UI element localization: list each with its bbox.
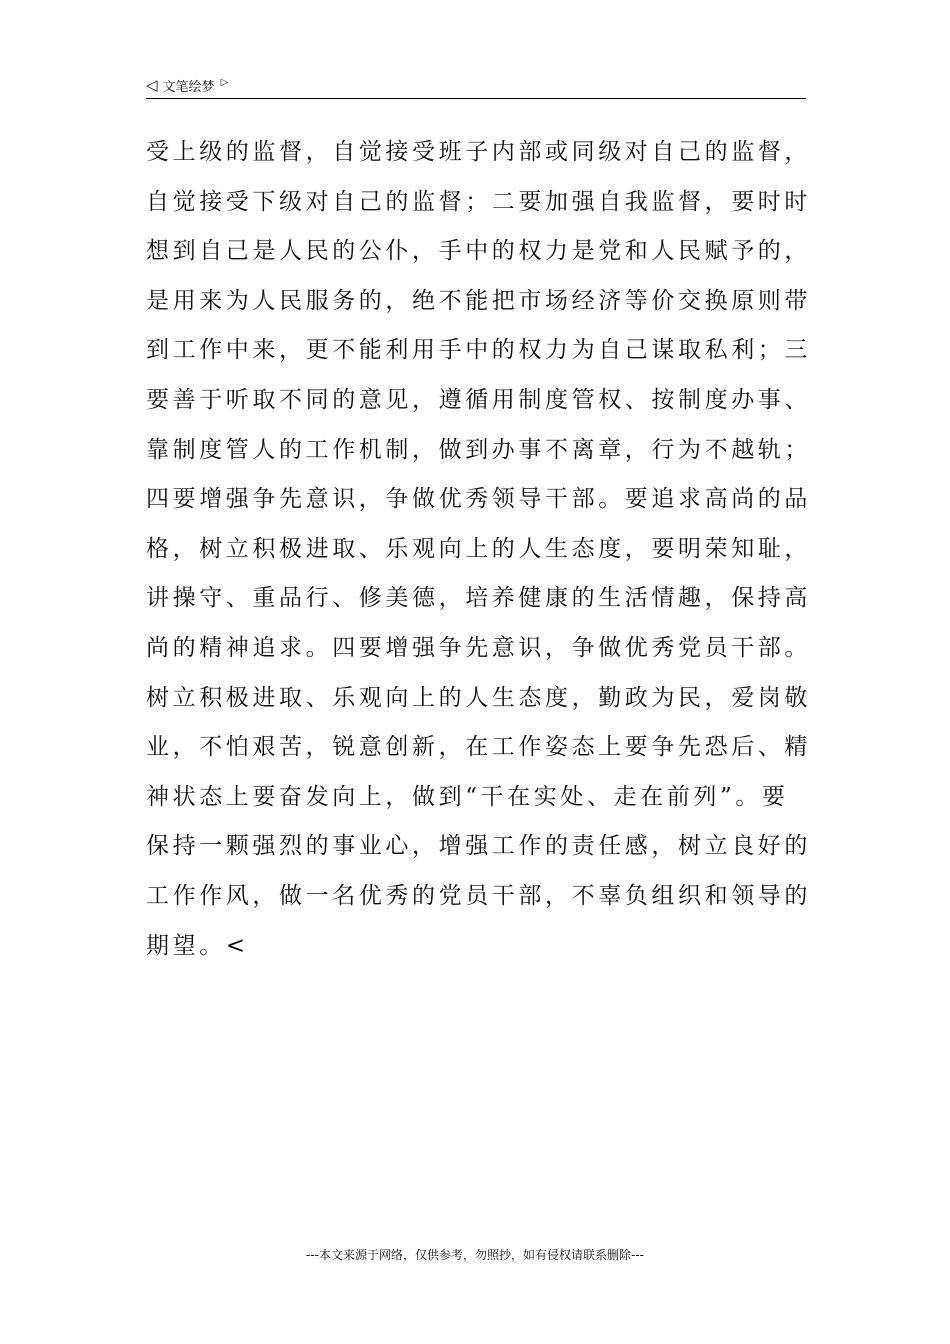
text-line: 格，树立积极进取、乐观向上的人生态度，要明荣知耻， [146, 535, 811, 562]
header-brand [146, 74, 228, 96]
text-line: 树立积极进取、乐观向上的人生态度，勤政为民，爱岗敬 [146, 684, 811, 711]
triangle-right-icon: ▷ [220, 77, 229, 88]
page-header [146, 74, 806, 99]
text-line: 期望。< [146, 932, 249, 959]
footer-notice: ---本文来源于网络，仅供参考，勿照抄，如有侵权请联系删除--- [306, 1248, 644, 1262]
text-line: 要善于听取不同的意见，遵循用制度管权、按制度办事、 [146, 386, 811, 413]
text-line: 神状态上要奋发向上，做到“干在实处、走在前列”。要 [146, 783, 789, 810]
text-line: 保持一颗强烈的事业心，增强工作的责任感，树立良好的 [146, 833, 811, 860]
text-line: 想到自己是人民的公仆，手中的权力是党和人民赋予的， [146, 238, 811, 265]
text-line: 受上级的监督，自觉接受班子内部或同级对自己的监督， [146, 139, 811, 165]
text-line: 业，不怕艰苦，锐意创新，在工作姿态上要争先恐后、精 [146, 734, 811, 761]
document-body [146, 128, 811, 971]
text-line: 尚的精神追求。四要增强争先意识，争做优秀党员干部。 [146, 634, 811, 661]
text-line: 靠制度管人的工作机制，做到办事不离章，行为不越轨； [146, 436, 811, 463]
text-line: 四要增强争先意识，争做优秀领导干部。要追求高尚的品 [146, 486, 811, 513]
header-title: 文笔绘梦 [162, 79, 215, 95]
text-line: 讲操守、重品行、修美德，培养健康的生活情趣，保持高 [146, 585, 811, 612]
text-line: 是用来为人民服务的，绝不能把市场经济等价交换原则带 [146, 287, 811, 314]
text-line: 工作作风，做一名优秀的党员干部，不辜负组织和领导的 [146, 882, 811, 909]
text-line: 自觉接受下级对自己的监督；二要加强自我监督，要时时 [146, 188, 811, 215]
text-line: 到工作中来，更不能利用手中的权力为自己谋取私利；三 [146, 337, 811, 364]
triangle-left-icon: ◁ [146, 75, 158, 94]
